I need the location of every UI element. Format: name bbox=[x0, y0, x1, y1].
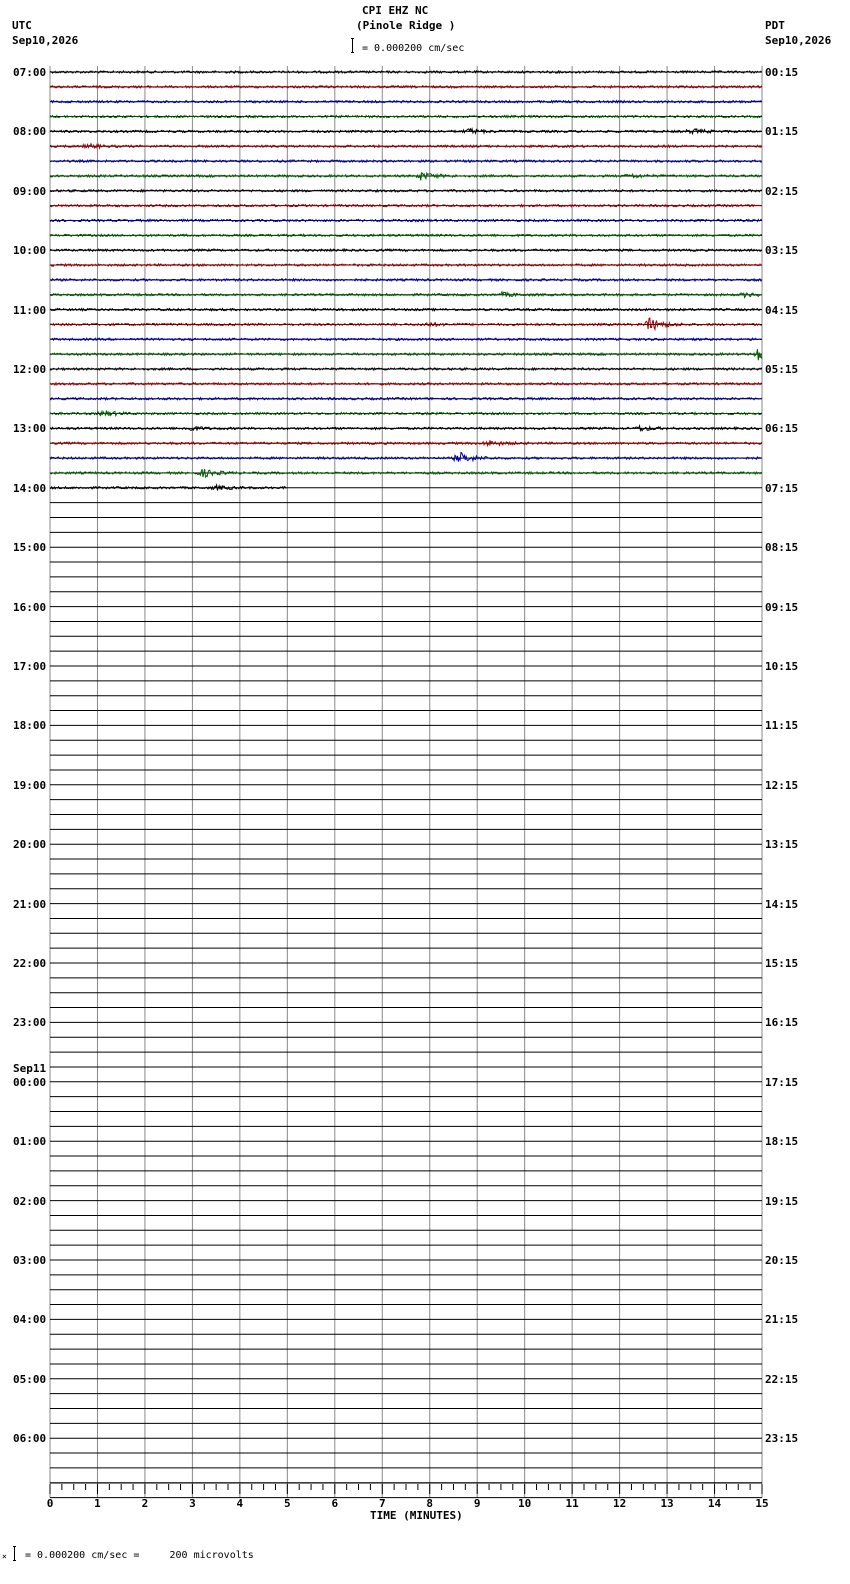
x-axis bbox=[47, 1483, 769, 1510]
right-date: Sep10,2026 bbox=[765, 34, 832, 47]
x-tick-label: 1 bbox=[94, 1497, 101, 1510]
utc-hour-label: 04:00 bbox=[13, 1313, 47, 1327]
utc-hour-label: 16:00 bbox=[13, 600, 47, 614]
pdt-hour-label: 03:15 bbox=[765, 244, 799, 258]
pdt-hour-label: 16:15 bbox=[765, 1016, 799, 1030]
footer-marker-icon: × bbox=[2, 1552, 7, 1561]
scale-label: = 0.000200 cm/sec bbox=[362, 43, 465, 54]
grid bbox=[50, 66, 762, 1498]
trace-row bbox=[50, 219, 762, 221]
left-date: Sep10,2026 bbox=[12, 34, 79, 47]
x-tick-label: 14 bbox=[707, 1497, 722, 1510]
trace-row bbox=[50, 249, 762, 251]
utc-hour-label: 08:00 bbox=[13, 125, 47, 139]
trace-row bbox=[50, 71, 762, 73]
date-change-label: Sep11 bbox=[13, 1061, 47, 1075]
utc-hour-label: 00:00 bbox=[13, 1075, 47, 1089]
trace-row bbox=[50, 160, 762, 162]
pdt-hour-label: 08:15 bbox=[765, 541, 799, 555]
pdt-hour-label: 02:15 bbox=[765, 184, 799, 198]
utc-hour-label: 18:00 bbox=[13, 719, 47, 733]
utc-hour-label: 12:00 bbox=[13, 363, 47, 376]
utc-hour-label: 11:00 bbox=[13, 303, 47, 317]
pdt-hour-label: 23:15 bbox=[765, 1432, 799, 1446]
right-timezone: PDT bbox=[765, 19, 785, 32]
left-timezone: UTC bbox=[12, 19, 32, 32]
utc-hour-label: 17:00 bbox=[13, 660, 47, 673]
utc-hour-label: 23:00 bbox=[13, 1016, 47, 1030]
trace-row bbox=[50, 129, 762, 134]
trace-row bbox=[50, 452, 762, 461]
x-tick-label: 4 bbox=[236, 1497, 244, 1510]
pdt-hour-label: 09:15 bbox=[765, 600, 799, 614]
utc-hour-label: 07:00 bbox=[13, 66, 47, 79]
x-tick-label: 6 bbox=[331, 1497, 339, 1510]
x-tick-label: 3 bbox=[189, 1497, 196, 1510]
utc-hour-label: 15:00 bbox=[13, 541, 47, 555]
x-tick-label: 9 bbox=[473, 1497, 481, 1510]
x-tick-label: 10 bbox=[518, 1497, 532, 1510]
pdt-hour-label: 19:15 bbox=[765, 1194, 799, 1208]
utc-hour-label: 06:00 bbox=[13, 1432, 47, 1446]
utc-hour-label: 13:00 bbox=[13, 422, 47, 436]
trace-row bbox=[50, 115, 762, 117]
utc-hour-label: 02:00 bbox=[13, 1194, 47, 1208]
x-tick-label: 12 bbox=[612, 1497, 627, 1510]
trace-row bbox=[50, 368, 762, 370]
pdt-hour-label: 10:15 bbox=[765, 660, 799, 673]
pdt-hour-label: 13:15 bbox=[765, 838, 799, 852]
utc-hour-label: 20:00 bbox=[13, 838, 47, 852]
pdt-hour-label: 21:15 bbox=[765, 1313, 799, 1327]
pdt-hour-label: 20:15 bbox=[765, 1254, 799, 1267]
utc-hour-label: 14:00 bbox=[13, 481, 47, 495]
station-title: CPI EHZ NC bbox=[362, 4, 429, 17]
pdt-hour-label: 12:15 bbox=[765, 778, 799, 792]
footer-scale-icon bbox=[13, 1546, 16, 1561]
utc-hour-label: 19:00 bbox=[13, 778, 47, 792]
pdt-hour-label: 11:15 bbox=[765, 719, 799, 733]
pdt-hour-label: 17:15 bbox=[765, 1075, 799, 1089]
trace-row bbox=[50, 173, 762, 181]
trace-row bbox=[50, 101, 762, 103]
station-location: (Pinole Ridge ) bbox=[356, 19, 456, 32]
trace-row bbox=[50, 318, 762, 329]
x-tick-label: 7 bbox=[378, 1497, 386, 1510]
pdt-hour-label: 22:15 bbox=[765, 1372, 799, 1386]
utc-hour-label: 01:00 bbox=[13, 1135, 47, 1149]
x-tick-label: 2 bbox=[141, 1497, 149, 1510]
utc-hour-label: 10:00 bbox=[13, 244, 47, 258]
footer-scale-note: = 0.000200 cm/sec = 200 microvolts bbox=[25, 1550, 254, 1561]
x-tick-label: 11 bbox=[565, 1497, 579, 1510]
pdt-hour-label: 05:15 bbox=[765, 363, 799, 376]
utc-hour-label: 21:00 bbox=[13, 897, 47, 911]
trace-row bbox=[50, 398, 762, 400]
traces bbox=[50, 71, 762, 491]
trace-row bbox=[50, 234, 762, 236]
pdt-hour-label: 18:15 bbox=[765, 1135, 799, 1149]
pdt-hour-label: 04:15 bbox=[765, 303, 799, 317]
x-tick-label: 13 bbox=[660, 1497, 674, 1510]
pdt-hour-label: 00:15 bbox=[765, 66, 799, 79]
x-axis-label: TIME (MINUTES) bbox=[370, 1509, 463, 1522]
utc-hour-label: 09:00 bbox=[13, 184, 47, 198]
pdt-hour-label: 01:15 bbox=[765, 125, 799, 139]
trace-row bbox=[50, 190, 762, 192]
utc-hour-label: 03:00 bbox=[13, 1254, 47, 1267]
pdt-hour-label: 06:15 bbox=[765, 422, 799, 436]
trace-row bbox=[50, 349, 762, 360]
x-tick-label: 15 bbox=[755, 1497, 769, 1510]
pdt-hour-label: 14:15 bbox=[765, 897, 799, 911]
utc-hour-label: 05:00 bbox=[13, 1372, 47, 1386]
pdt-hour-label: 15:15 bbox=[765, 957, 799, 970]
x-tick-label: 5 bbox=[284, 1497, 291, 1510]
x-tick-label: 0 bbox=[46, 1497, 54, 1510]
utc-hour-label: 22:00 bbox=[13, 957, 47, 970]
pdt-hour-label: 07:15 bbox=[765, 481, 799, 495]
x-tick-label: 8 bbox=[426, 1497, 434, 1510]
